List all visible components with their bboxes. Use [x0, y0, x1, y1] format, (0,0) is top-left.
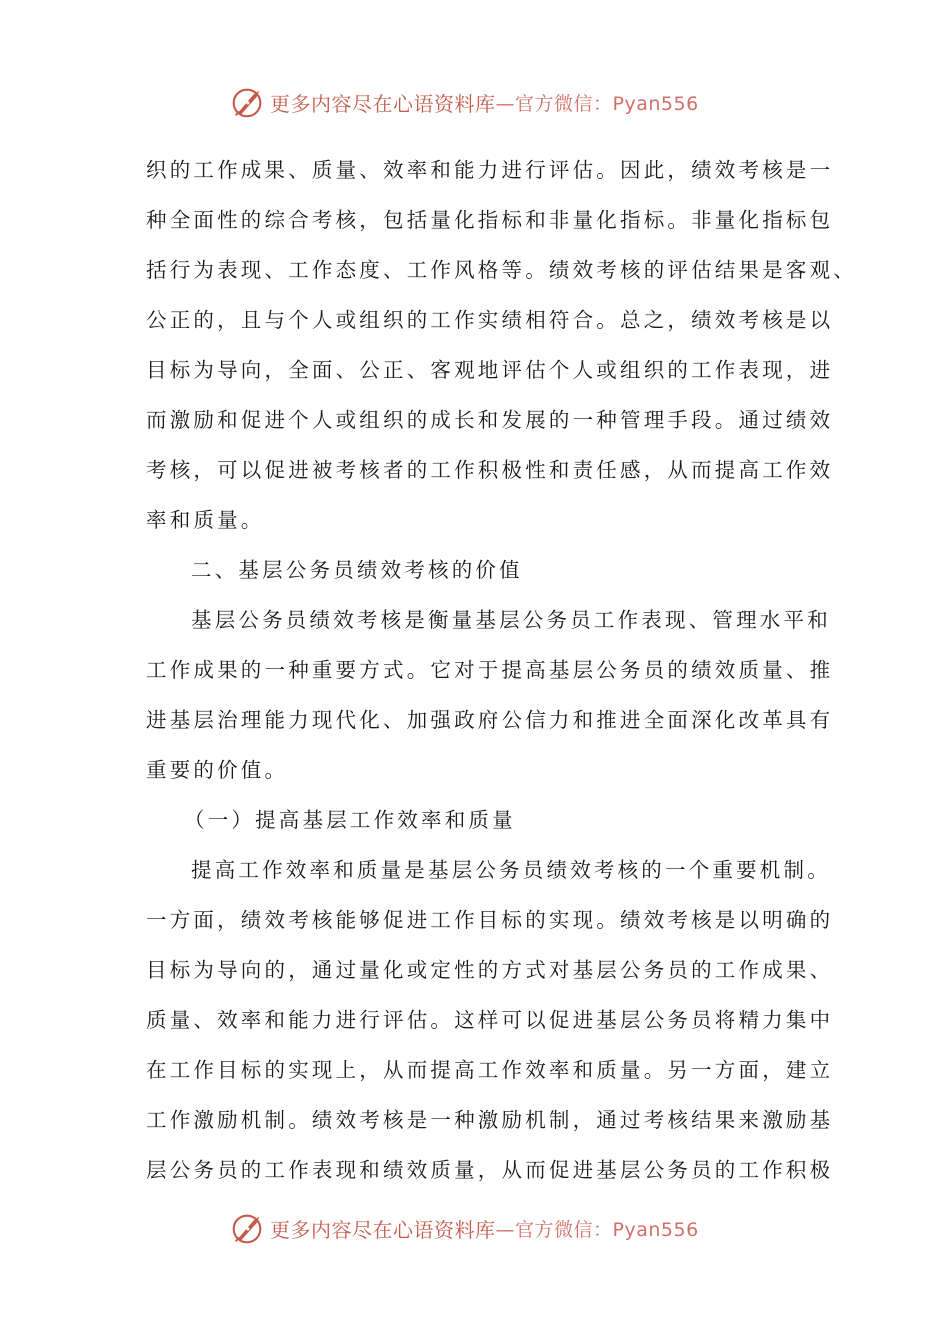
text-line: 一方面，绩效考核能够促进工作目标的实现。绩效考核是以明确的: [146, 908, 834, 932]
text-line: 公正的，且与个人或组织的工作实绩相符合。总之，绩效考核是以: [146, 308, 834, 332]
text-line: 层公务员的工作表现和绩效质量，从而促进基层公务员的工作积极: [146, 1158, 834, 1182]
text-line: 目标为导向，全面、公正、客观地评估个人或组织的工作表现，进: [146, 358, 834, 382]
text-line: 目标为导向的，通过量化或定性的方式对基层公务员的工作成果、: [146, 958, 834, 982]
subsection-heading: （一）提高基层工作效率和质量: [184, 808, 516, 832]
text-line: 种全面性的综合考核，包括量化指标和非量化指标。非量化指标包: [146, 208, 834, 232]
text-line: 质量、效率和能力进行评估。这样可以促进基层公务员将精力集中: [146, 1008, 834, 1032]
text-line: 进基层治理能力现代化、加强政府公信力和推进全面深化改革具有: [146, 708, 834, 732]
text-line: 提高工作效率和质量是基层公务员绩效考核的一个重要机制。: [191, 858, 831, 882]
text-line: 工作激励机制。绩效考核是一种激励机制，通过考核结果来激励基: [146, 1108, 834, 1132]
text-line: 重要的价值。: [146, 758, 289, 782]
watermark-contact: —官方微信：Pyan556: [495, 1218, 699, 1241]
text-line: 考核，可以促进被考核者的工作积极性和责任感，从而提高工作效: [146, 458, 834, 482]
text-line: 在工作目标的实现上，从而提高工作效率和质量。另一方面，建立: [146, 1058, 834, 1082]
text-line: 而激励和促进个人或组织的成长和发展的一种管理手段。通过绩效: [146, 408, 834, 432]
watermark-slogan: 更多内容尽在心语资料库: [270, 91, 496, 116]
text-line: 织的工作成果、质量、效率和能力进行评估。因此，绩效考核是一: [146, 158, 834, 182]
text-line: 基层公务员绩效考核是衡量基层公务员工作表现、管理水平和: [191, 608, 831, 632]
pen-nib-logo-icon: [228, 1209, 266, 1247]
text-line: 括行为表现、工作态度、工作风格等。绩效考核的评估结果是客观、: [146, 258, 857, 282]
text-line: 率和质量。: [146, 508, 265, 532]
watermark-footer: [228, 1208, 699, 1248]
pen-nib-logo-icon: [228, 83, 266, 121]
watermark-contact: —官方微信：Pyan556: [495, 92, 699, 115]
document-body: [146, 145, 857, 1195]
text-line: 工作成果的一种重要方式。它对于提高基层公务员的绩效质量、推: [146, 658, 834, 682]
section-heading: 二、基层公务员绩效考核的价值: [191, 558, 523, 582]
watermark-header: [228, 82, 699, 122]
watermark-slogan: 更多内容尽在心语资料库: [270, 1217, 496, 1242]
